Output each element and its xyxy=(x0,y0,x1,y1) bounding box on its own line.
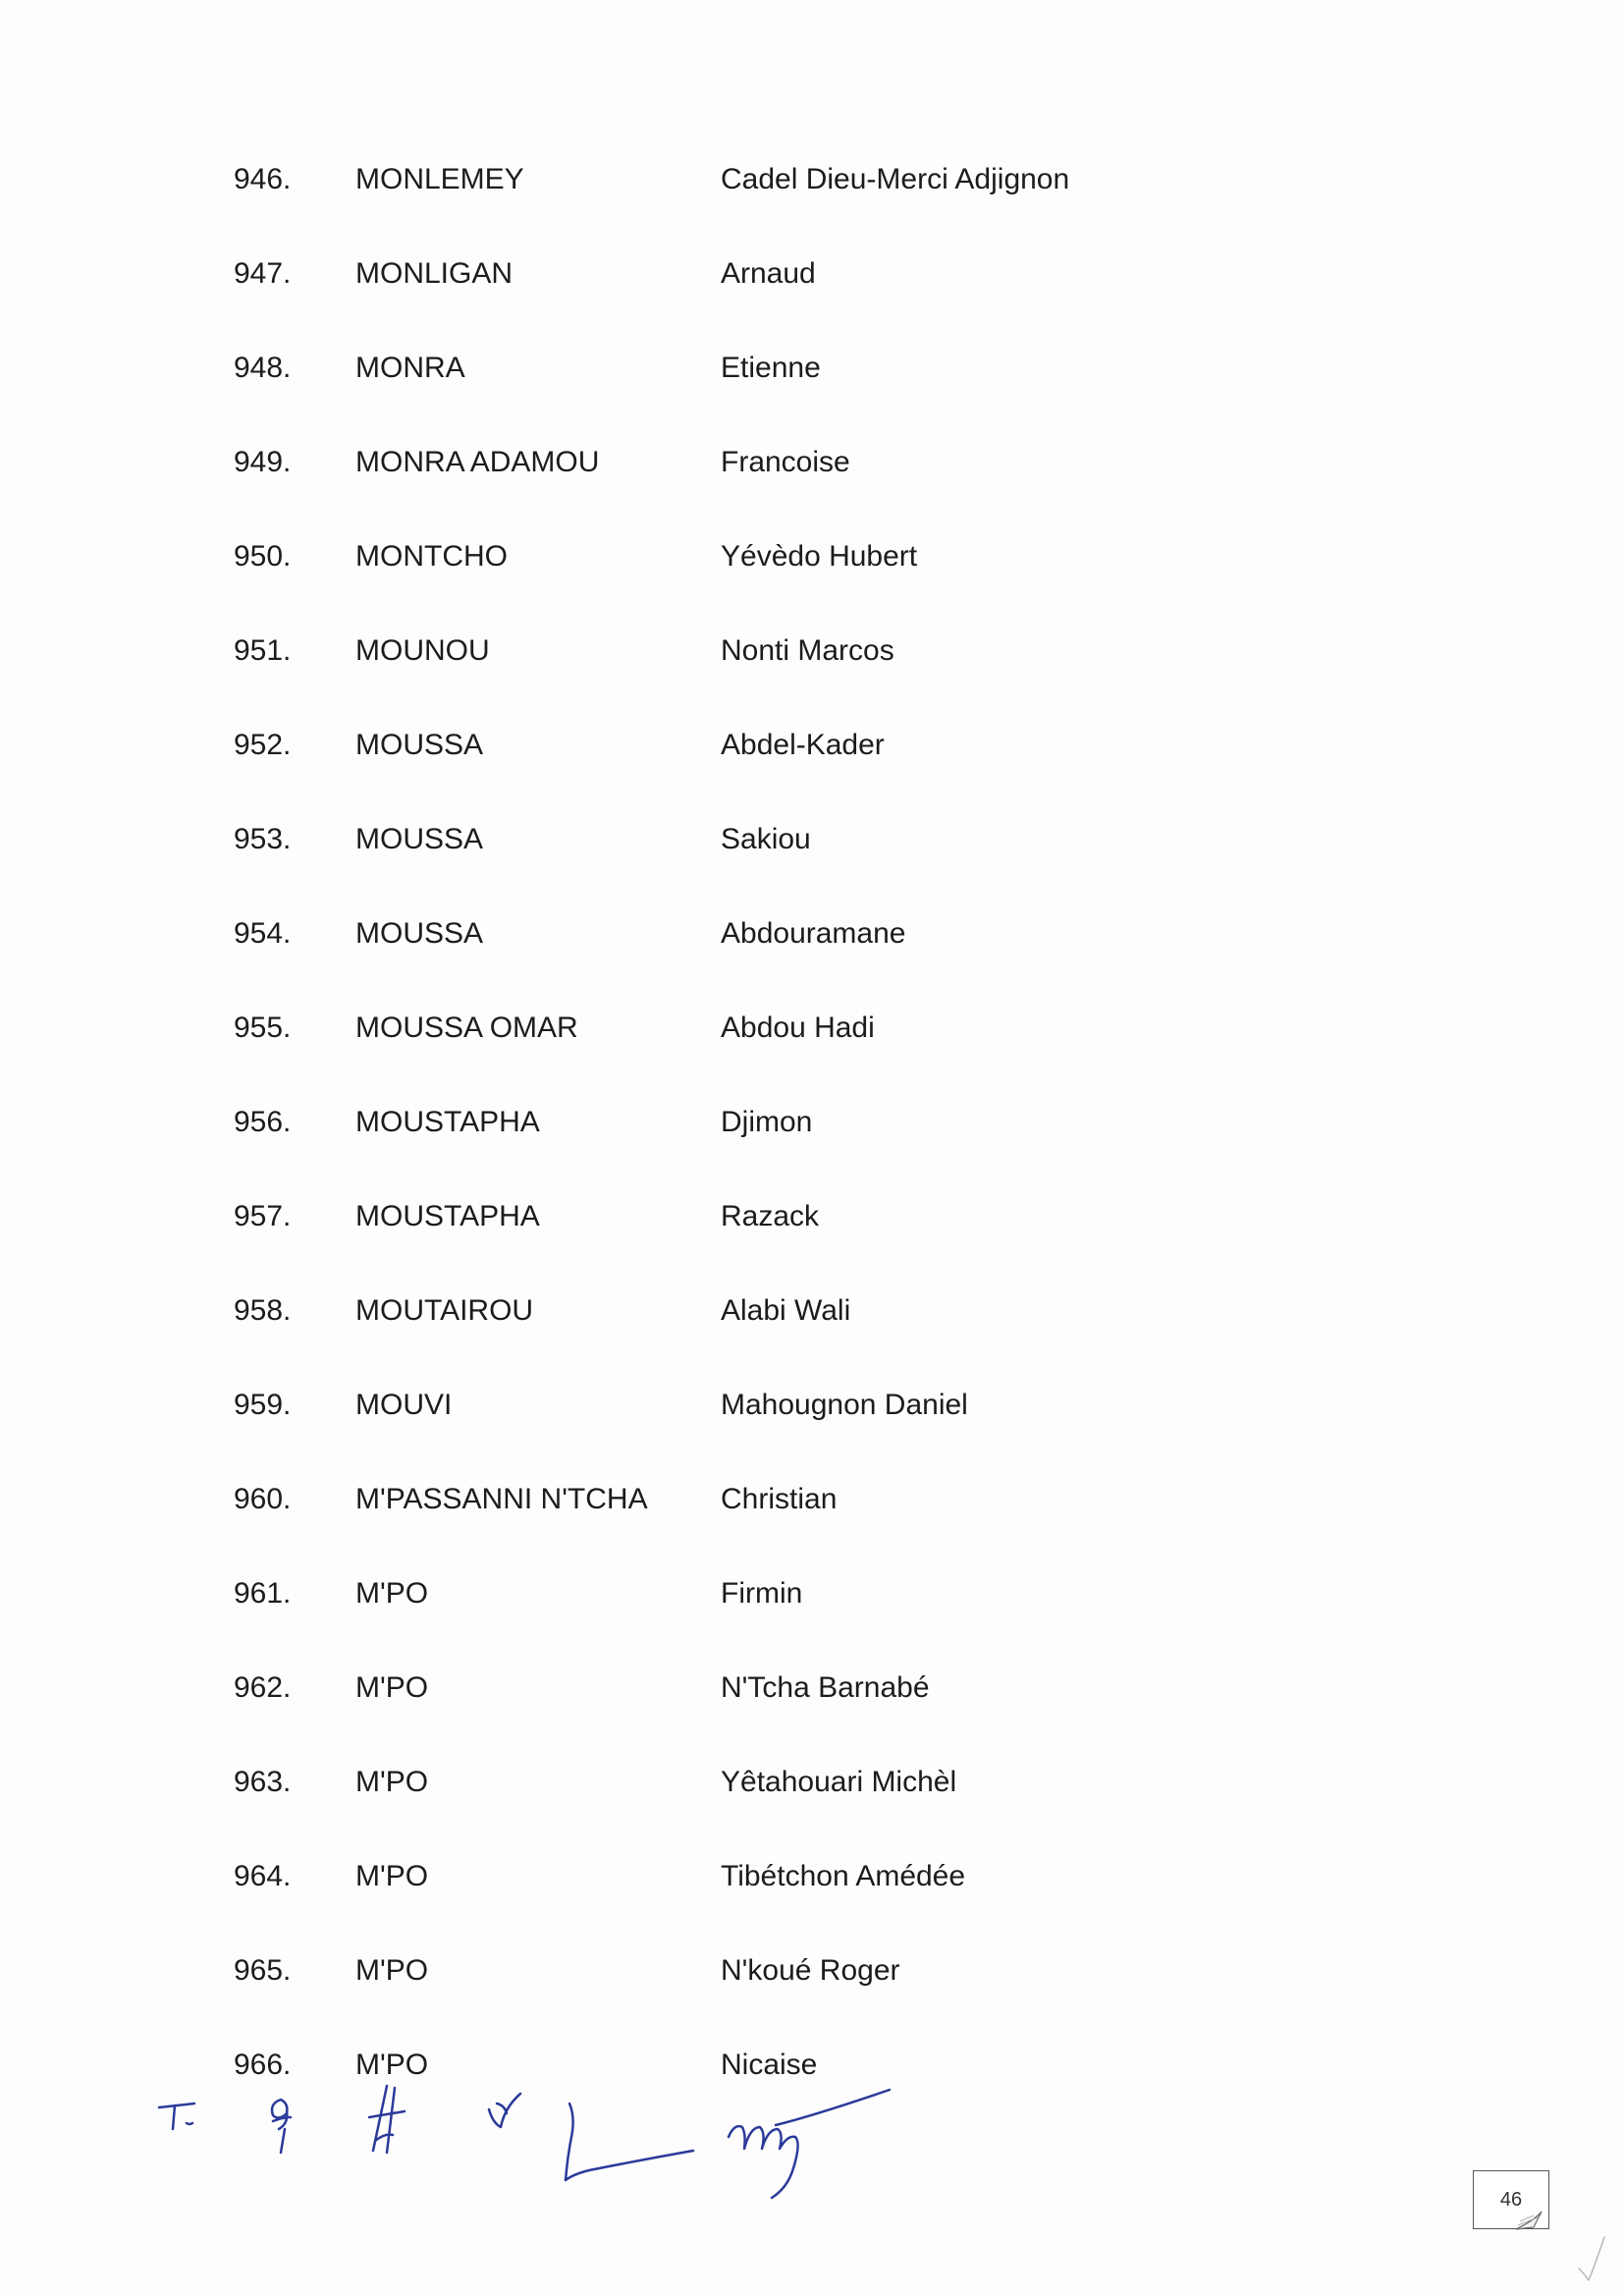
entry-number: 962. xyxy=(234,1671,292,1704)
list-item xyxy=(0,622,1624,681)
entry-given-names: Mahougnon Daniel xyxy=(721,1389,968,1421)
list-item xyxy=(0,150,1624,209)
entry-given-names: Sakiou xyxy=(721,823,811,855)
page-curl-icon xyxy=(1512,2204,1551,2233)
entry-surname: MOUSSA xyxy=(355,729,484,761)
list-item xyxy=(0,1847,1624,1906)
entry-surname: MONLEMEY xyxy=(355,163,524,195)
entry-surname: MOUSSA xyxy=(355,917,484,950)
list-item xyxy=(0,1659,1624,1718)
entry-number: 946. xyxy=(234,163,292,195)
entry-given-names: Abdou Hadi xyxy=(721,1011,875,1044)
entry-number: 955. xyxy=(234,1011,292,1044)
entry-number: 961. xyxy=(234,1577,292,1610)
entry-number: 949. xyxy=(234,446,292,478)
entry-number: 953. xyxy=(234,823,292,855)
entry-given-names: Etienne xyxy=(721,352,821,384)
initial-mark xyxy=(566,2104,693,2180)
entry-number: 959. xyxy=(234,1389,292,1421)
entry-given-names: Razack xyxy=(721,1200,820,1232)
entry-surname: MONRA xyxy=(355,352,465,384)
initial-mark xyxy=(369,2086,405,2153)
list-item xyxy=(0,716,1624,775)
list-item xyxy=(0,1093,1624,1152)
entry-surname: M'PO xyxy=(355,1766,429,1798)
entry-given-names: Nicaise xyxy=(721,2049,818,2081)
entry-number: 960. xyxy=(234,1483,292,1515)
entry-number: 964. xyxy=(234,1860,292,1892)
entry-surname: MONRA ADAMOU xyxy=(355,446,600,478)
entry-surname: MOUSSA OMAR xyxy=(355,1011,578,1044)
list-item xyxy=(0,1564,1624,1623)
entry-given-names: Abdel-Kader xyxy=(721,729,885,761)
entry-number: 958. xyxy=(234,1294,292,1327)
entry-given-names: Alabi Wali xyxy=(721,1294,851,1327)
entry-surname: MOUSSA xyxy=(355,823,484,855)
entry-given-names: Arnaud xyxy=(721,257,816,290)
initial-mark xyxy=(489,2094,520,2127)
page-number: 46 xyxy=(1499,2189,1523,2211)
entry-number: 957. xyxy=(234,1200,292,1232)
entry-surname: MONTCHO xyxy=(355,540,508,573)
list-item xyxy=(0,810,1624,869)
entry-surname: M'PO xyxy=(355,1671,429,1704)
entry-surname: MOUSTAPHA xyxy=(355,1200,540,1232)
entry-surname: M'PASSANNI N'TCHA xyxy=(355,1483,648,1515)
entry-surname: MONLIGAN xyxy=(355,257,514,290)
initial-mark xyxy=(729,2090,890,2198)
list-item xyxy=(0,245,1624,303)
list-item xyxy=(0,1376,1624,1435)
initial-mark xyxy=(272,2100,291,2153)
entry-surname: MOUNOU xyxy=(355,634,490,667)
entry-given-names: Yêtahouari Michèl xyxy=(721,1766,957,1798)
initial-mark xyxy=(159,2104,194,2129)
entry-surname: M'PO xyxy=(355,1577,429,1610)
handwritten-initials xyxy=(147,2082,913,2229)
entry-number: 965. xyxy=(234,1954,292,1987)
entry-number: 966. xyxy=(234,2049,292,2081)
entry-number: 954. xyxy=(234,917,292,950)
margin-tick-mark xyxy=(1571,2229,1610,2288)
entry-surname: M'PO xyxy=(355,1954,429,1987)
entry-number: 952. xyxy=(234,729,292,761)
entry-given-names: Firmin xyxy=(721,1577,803,1610)
entry-number: 947. xyxy=(234,257,292,290)
list-item xyxy=(0,904,1624,963)
list-item xyxy=(0,1282,1624,1340)
entry-given-names: N'Tcha Barnabé xyxy=(721,1671,930,1704)
entry-given-names: N'koué Roger xyxy=(721,1954,900,1987)
entry-surname: MOUVI xyxy=(355,1389,453,1421)
entry-given-names: Christian xyxy=(721,1483,838,1515)
entry-number: 950. xyxy=(234,540,292,573)
entry-given-names: Cadel Dieu-Merci Adjignon xyxy=(721,163,1070,195)
list-item xyxy=(0,1753,1624,1812)
list-item xyxy=(0,1187,1624,1246)
list-item xyxy=(0,1470,1624,1529)
entry-number: 951. xyxy=(234,634,292,667)
entry-given-names: Francoise xyxy=(721,446,850,478)
entry-given-names: Djimon xyxy=(721,1106,813,1138)
entry-given-names: Yévèdo Hubert xyxy=(721,540,918,573)
entry-number: 956. xyxy=(234,1106,292,1138)
entry-surname: MOUSTAPHA xyxy=(355,1106,540,1138)
entry-number: 948. xyxy=(234,352,292,384)
list-item xyxy=(0,339,1624,398)
entry-surname: M'PO xyxy=(355,2049,429,2081)
entry-surname: M'PO xyxy=(355,1860,429,1892)
list-item xyxy=(0,527,1624,586)
entry-surname: MOUTAIROU xyxy=(355,1294,534,1327)
entry-given-names: Abdouramane xyxy=(721,917,906,950)
entry-given-names: Tibétchon Amédée xyxy=(721,1860,966,1892)
list-item xyxy=(0,999,1624,1058)
list-item xyxy=(0,433,1624,492)
entry-given-names: Nonti Marcos xyxy=(721,634,894,667)
list-item xyxy=(0,1941,1624,2000)
entry-number: 963. xyxy=(234,1766,292,1798)
